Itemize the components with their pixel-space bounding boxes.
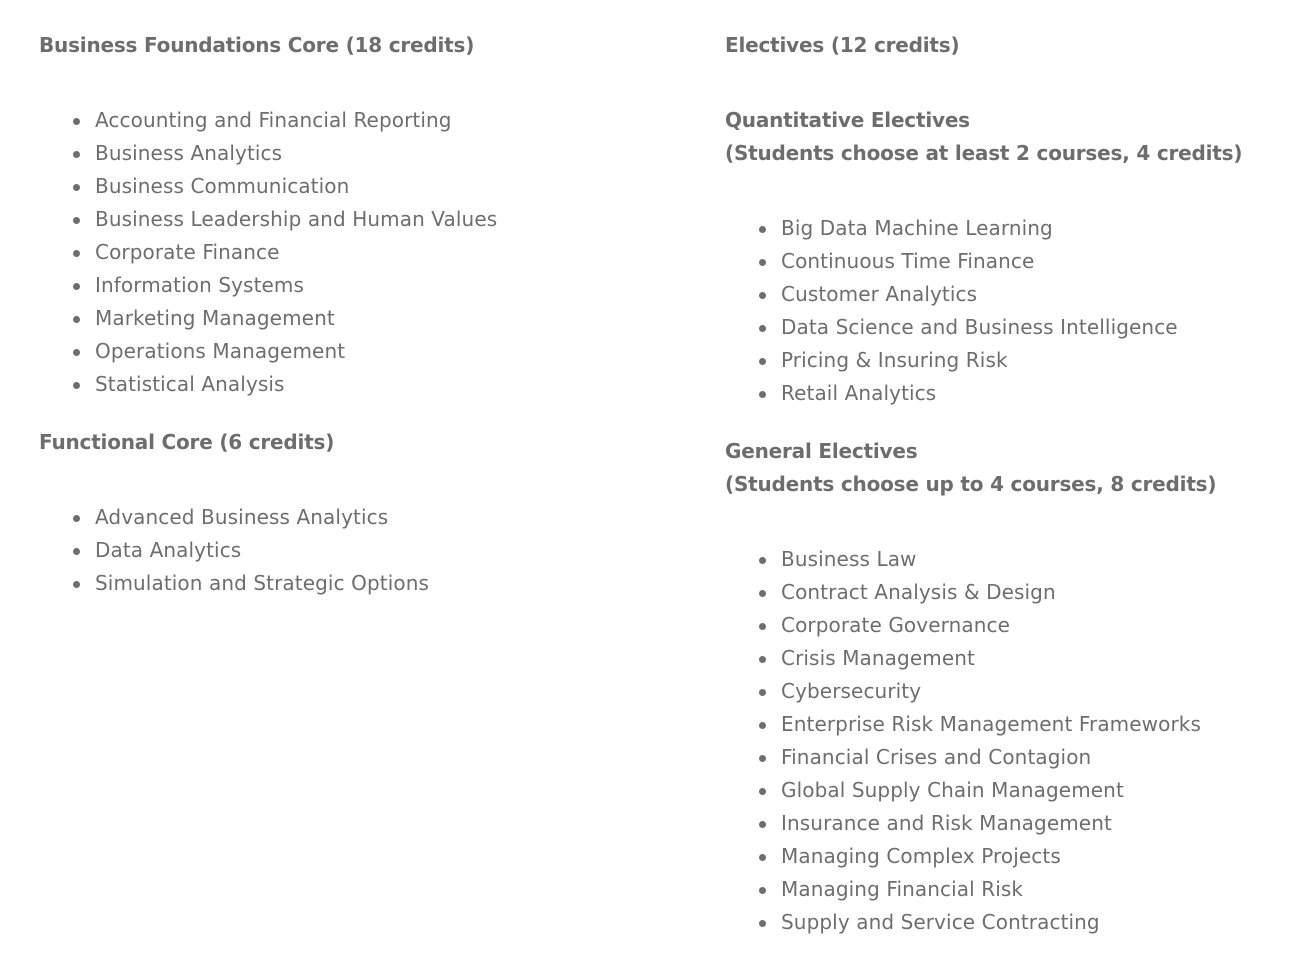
general-electives-title: General Electives — [725, 439, 918, 463]
quantitative-electives-heading — [725, 104, 1242, 170]
course-list-item: Advanced Business Analytics — [95, 501, 429, 534]
course-list-item: Continuous Time Finance — [781, 245, 1178, 278]
course-list-item: Big Data Machine Learning — [781, 212, 1178, 245]
general-electives-heading — [725, 435, 1216, 501]
functional-core-list — [39, 501, 429, 600]
course-list-item: Accounting and Financial Reporting — [95, 104, 497, 137]
course-list-item: Managing Financial Risk — [781, 873, 1201, 906]
course-list-item: Global Supply Chain Management — [781, 774, 1201, 807]
course-list-item: Statistical Analysis — [95, 368, 497, 401]
electives-heading: Electives (12 credits) — [725, 33, 960, 57]
course-list-item: Insurance and Risk Management — [781, 807, 1201, 840]
foundations-core-list — [39, 104, 497, 401]
quantitative-electives-list — [725, 212, 1178, 410]
course-list-item: Enterprise Risk Management Frameworks — [781, 708, 1201, 741]
course-list-item: Business Leadership and Human Values — [95, 203, 497, 236]
course-list-item: Corporate Finance — [95, 236, 497, 269]
course-list-item: Business Law — [781, 543, 1201, 576]
course-list-item: Customer Analytics — [781, 278, 1178, 311]
course-list-item: Financial Crises and Contagion — [781, 741, 1201, 774]
course-list-item: Managing Complex Projects — [781, 840, 1201, 873]
general-electives-list — [725, 543, 1201, 939]
course-list-item: Cybersecurity — [781, 675, 1201, 708]
quantitative-electives-subtitle: (Students choose at least 2 courses, 4 credits) — [725, 141, 1243, 165]
course-list-item: Crisis Management — [781, 642, 1201, 675]
course-list-item: Business Communication — [95, 170, 497, 203]
course-list-item: Business Analytics — [95, 137, 497, 170]
general-electives-subtitle: (Students choose up to 4 courses, 8 credits) — [725, 472, 1217, 496]
foundations-core-heading: Business Foundations Core (18 credits) — [39, 33, 475, 57]
course-list-item: Marketing Management — [95, 302, 497, 335]
quantitative-electives-title: Quantitative Electives — [725, 108, 970, 132]
course-list-item: Corporate Governance — [781, 609, 1201, 642]
course-list-item: Supply and Service Contracting — [781, 906, 1201, 939]
course-list-item: Pricing & Insuring Risk — [781, 344, 1178, 377]
course-list-item: Retail Analytics — [781, 377, 1178, 410]
course-list-item: Data Analytics — [95, 534, 429, 567]
functional-core-heading: Functional Core (6 credits) — [39, 430, 335, 454]
course-list-item: Information Systems — [95, 269, 497, 302]
course-list-item: Operations Management — [95, 335, 497, 368]
course-list-item: Simulation and Strategic Options — [95, 567, 429, 600]
course-list-item: Contract Analysis & Design — [781, 576, 1201, 609]
course-list-item: Data Science and Business Intelligence — [781, 311, 1178, 344]
